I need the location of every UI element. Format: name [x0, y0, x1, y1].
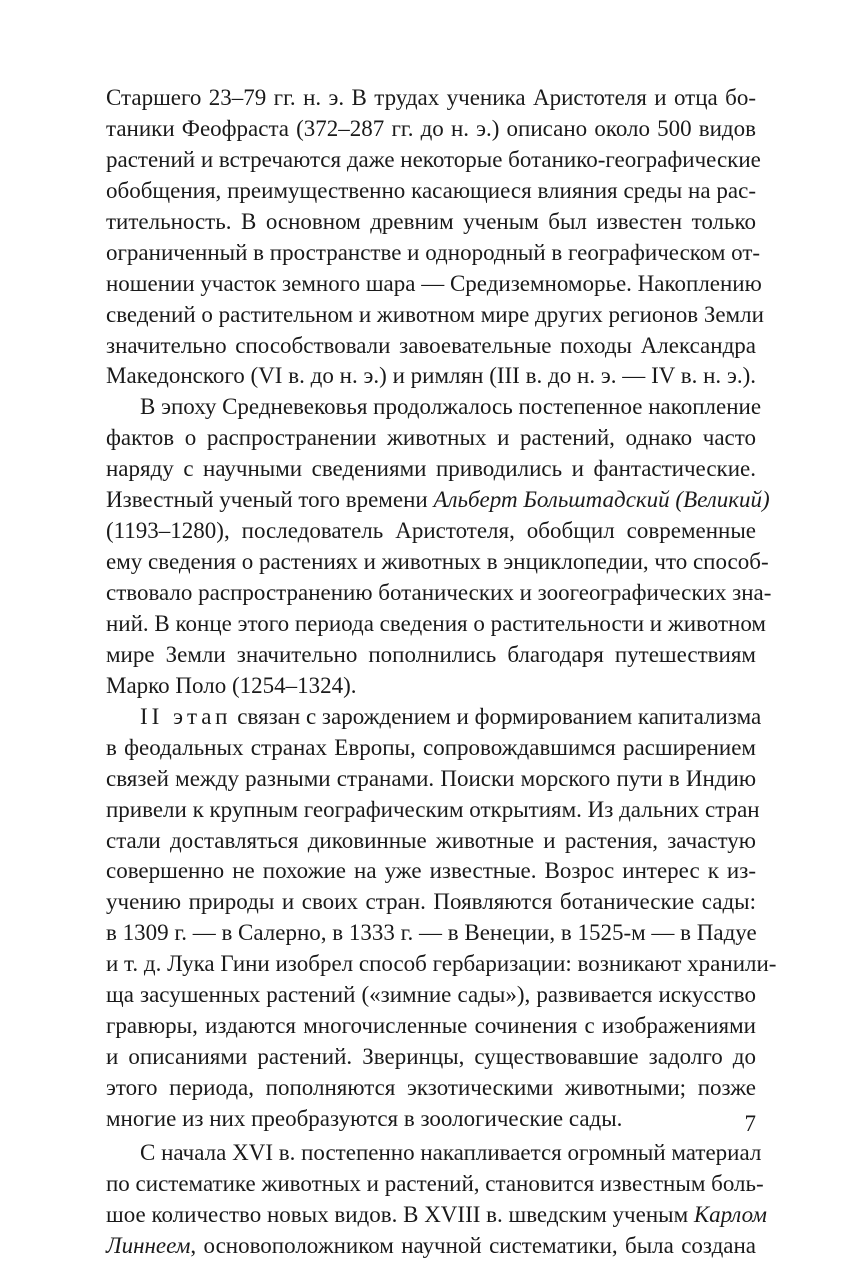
text-line: связей между разными странами. Поиски морского пути в Индию: [106, 765, 756, 791]
text-line: ствовало распространению ботанических и зоогеографических зна-: [106, 580, 772, 605]
text-line: С начала XVI в. постепенно накапливается огромный материал: [140, 1139, 762, 1165]
spaced-heading: II этап: [140, 703, 232, 729]
text-line: и описаниями растений. Зверинцы, существовавшие задолго до: [106, 1044, 756, 1070]
text-line: [106, 1231, 756, 1262]
text-line: в феодальных странах Европы, сопровождавшимся расширением: [106, 734, 756, 760]
text-line: Марко Поло (1254–1324).: [106, 672, 357, 698]
text-line: гравюры, издаются многочисленные сочинения с изображениями: [106, 1013, 756, 1039]
line-segment: связан с зарождением и формированием капитализма: [231, 703, 762, 729]
text-line: [106, 485, 770, 516]
text-line: таники Феофраста (372–287 гг. до н. э.) описано около 500 видов: [106, 115, 756, 141]
text-line: В эпоху Средневековья продолжалось постепенное накопление: [140, 394, 762, 420]
paragraph-3: [106, 702, 777, 1135]
text-line: мире Земли значительно пополнились благодаря путешествиям: [106, 641, 756, 667]
line-segment: Известный ученый того времени: [106, 487, 434, 513]
paragraph-2: [106, 392, 772, 701]
italic-name: Линнеем: [106, 1232, 191, 1258]
text-line: значительно способствовали завоевательные походы Александра: [106, 332, 756, 358]
text-line: ему сведения о растениях и животных в энциклопедии, что способ-: [106, 549, 769, 575]
text-line: учению природы и своих стран. Появляются ботанические сады:: [106, 889, 756, 915]
text-line: и т. д. Лука Гини изобрел способ гербаризации: возникают хранили-: [106, 951, 777, 977]
text-line: обобщения, преимущественно касающиеся влияния среды на рас-: [106, 177, 756, 203]
text-line: совершенно не похожие на уже известные. Возрос интерес к из-: [106, 858, 756, 884]
text-line: растений и встречаются даже некоторые ботанико-географические: [106, 146, 761, 172]
text-line: ща засушенных растений («зимние сады»), развивается искусство: [106, 982, 756, 1008]
text-line: многие из них преобразуются в зоологические сады.: [106, 1105, 623, 1131]
paragraph-1: [106, 83, 764, 392]
page-number: 7: [744, 1111, 756, 1136]
text-line: Македонского (VI в. до н. э.) и римлян (III в. до н. э. — IV в. н. э.).: [106, 363, 756, 389]
text-line: по систематике животных и растений, становится известным боль-: [106, 1170, 764, 1196]
text-line: [106, 702, 762, 733]
text-line: тительность. В основном древним ученым был известен только: [106, 208, 756, 234]
text-line: стали доставляться диковинные животные и растения, зачастую: [106, 827, 756, 853]
text-line: ний. В конце этого периода сведения о растительности и животном: [106, 610, 766, 636]
text-line: ограниченный в пространстве и однородный в географическом от-: [106, 239, 761, 265]
page-text: [106, 83, 777, 1262]
text-line: (1193–1280), последователь Аристотеля, обобщил современные: [106, 518, 756, 544]
text-line: Старшего 23–79 гг. н. э. В трудах ученика Аристотеля и отца бо-: [106, 85, 756, 110]
italic-name: Карлом: [693, 1201, 767, 1227]
text-line: ношении участок земного шара — Средиземноморье. Накоплению: [106, 270, 762, 296]
line-segment: , основоположником научной систематики, была создана: [190, 1232, 756, 1258]
text-line: этого периода, пополняются экзотическими животными; позже: [106, 1075, 756, 1100]
text-line: привели к крупным географическим открытиям. Из дальних стран: [106, 796, 760, 822]
text-line: наряду с научными сведениями приводились и фантастические.: [106, 456, 756, 482]
italic-name: Альберт Больштадский (Великий): [433, 487, 770, 513]
text-line: шое количество новых видов. В XVIII в. шведским ученым Карлом: [106, 1201, 767, 1227]
text-line: в 1309 г. — в Салерно, в 1333 г. — в Венеции, в 1525-м — в Падуе: [106, 920, 757, 946]
text-line: фактов о распространении животных и растений, однако часто: [106, 425, 756, 451]
paragraph-4: [106, 1138, 767, 1262]
text-line: сведений о растительном и животном мире других регионов Земли: [106, 301, 764, 327]
